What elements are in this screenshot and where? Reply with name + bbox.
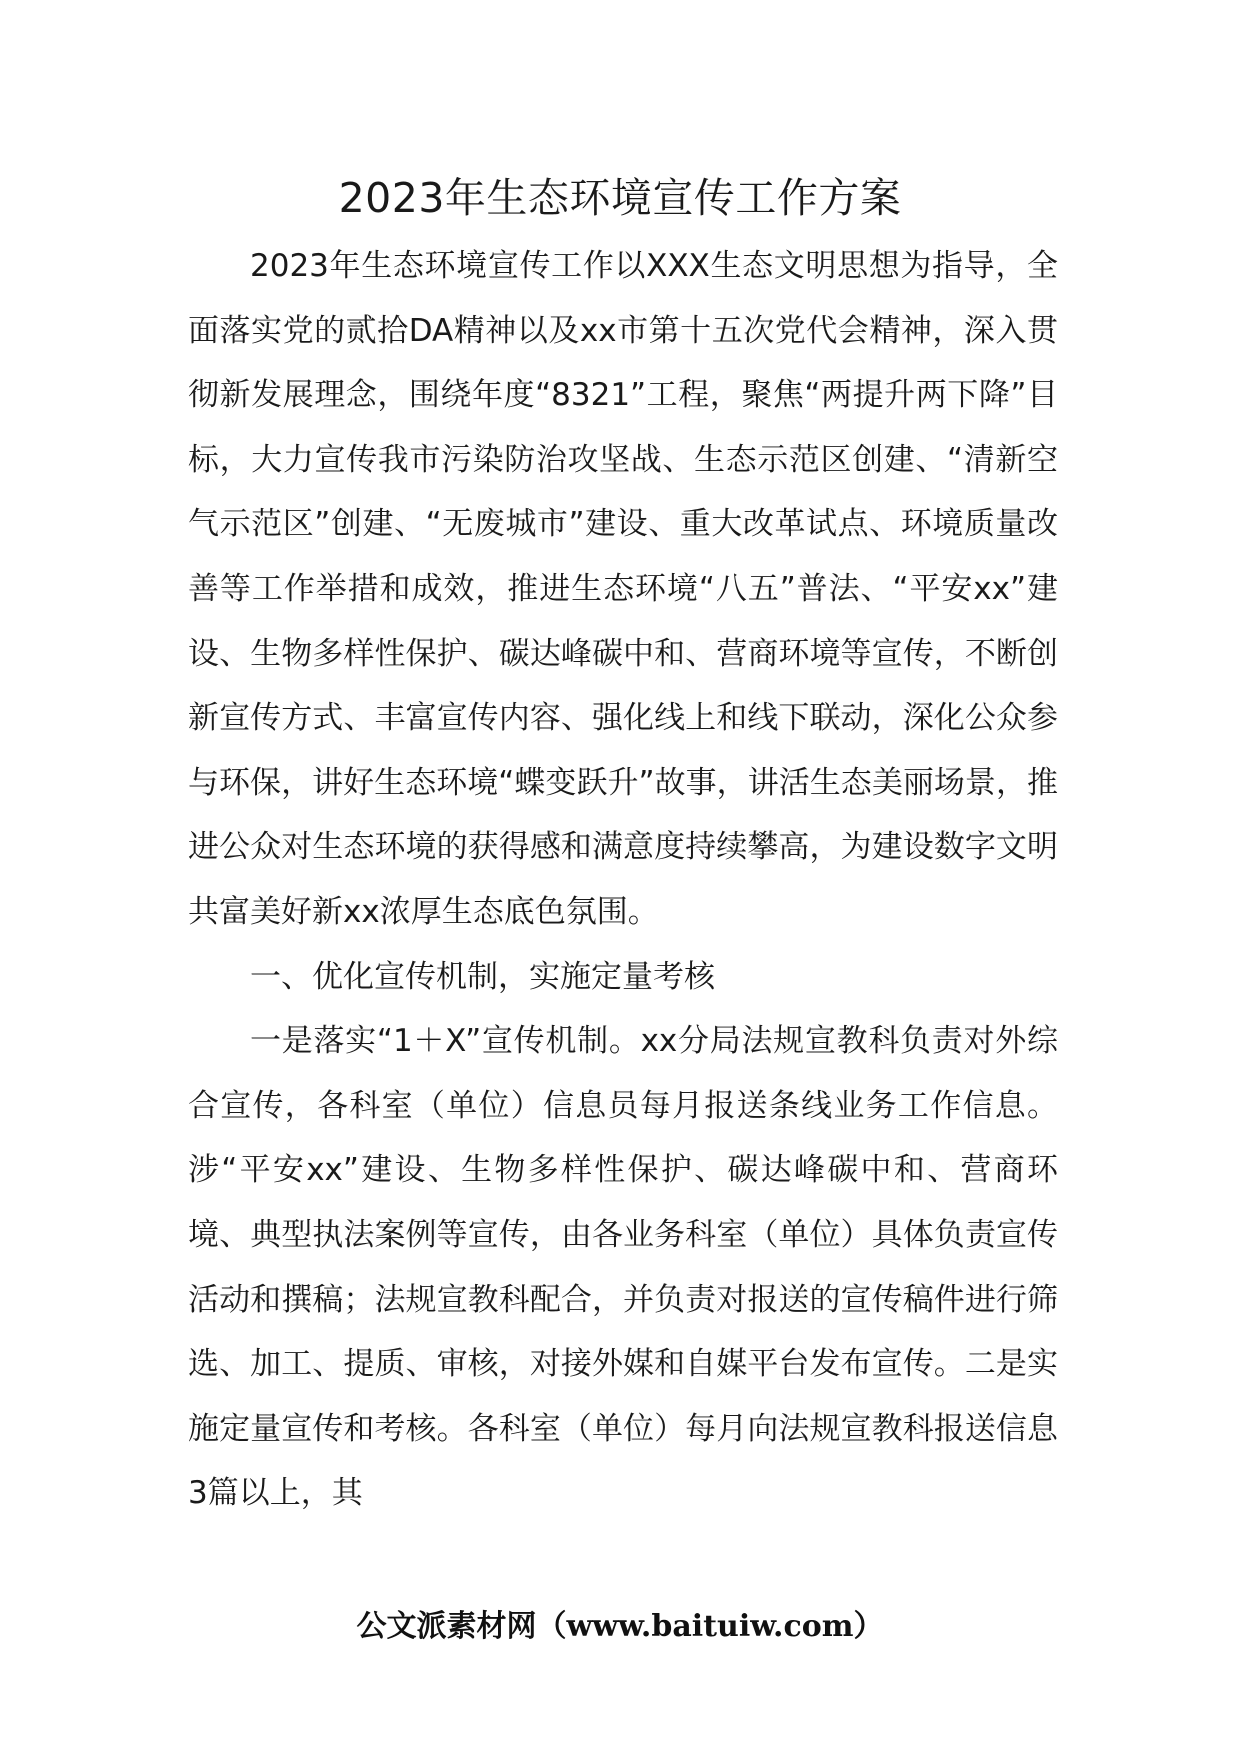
footer-watermark: 公文派素材网（www.baituiw.com） [356,1609,884,1644]
document-body [188,234,1058,1526]
section-1-paragraph: 一是落实“1＋X”宣传机制。xx分局法规宣教科负责对外综合宣传，各科室（单位）信息员每月报送条线业务工作信息。涉“平安xx”建设、生物多样性保护、碳达峰碳中和、营商环境、典型执法案例等宣传，由各业务科室（单位）具体负责宣传活动和撰稿；法规宣教科配合，并负责对报送的宣传稿件进行筛选、加工、提质、审核，对接外媒和自媒平台发布宣传。二是实施定量宣传和考核。各科室（单位）每月向法规宣教科报送信息3篇以上，其 [188,1023,1058,1512]
document-title: 2023年生态环境宣传工作方案 [338,174,902,222]
intro-paragraph: 2023年生态环境宣传工作以XXX生态文明思想为指导，全面落实党的贰拾DA精神以及xx市第十五次党代会精神，深入贯彻新发展理念，围绕年度“8321”工程，聚焦“两提升两下降”目标，大力宣传我市污染防治攻坚战、生态示范区创建、“清新空气示范区”创建、“无废城市”建设、重大改革试点、环境质量改善等工作举措和成效，推进生态环境“八五”普法、“平安xx”建设、生物多样性保护、碳达峰碳中和、营商环境等宣传，不断创新宣传方式、丰富宣传内容、强化线上和线下联动，深化公众参与环保，讲好生态环境“蝶变跃升”故事，讲活生态美丽场景，推进公众对生态环境的获得感和满意度持续攀高，为建设数字文明共富美好新xx浓厚生态底色氛围。 [188,248,1058,930]
section-heading-1: 一、优化宣传机制，实施定量考核 [250,958,715,995]
